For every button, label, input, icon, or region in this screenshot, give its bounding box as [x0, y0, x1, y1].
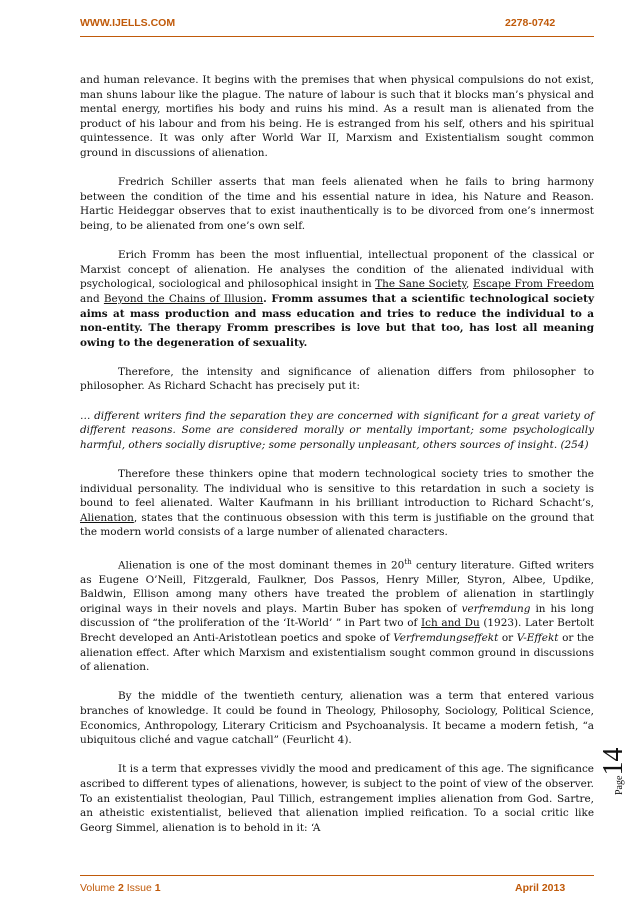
paragraph: Therefore these thinkers opine that modern technological society tries to smother the individual personality. The individual who is sensitive to this retardation in such a society is bound to feel alienated. Walter Kaufmann in his brilliant introduction to Richard Schacht’s, Alienation, states that the continuous obsession with this term is justifiable on the ground that the modern world consists of a large number of alienated characters.	[80, 468, 594, 539]
book-title: Alienation	[80, 511, 134, 524]
term: verfremdung	[461, 602, 531, 615]
issue-date: April 2013	[515, 882, 566, 894]
header-rule	[80, 36, 594, 37]
paragraph: Therefore, the intensity and significance of alienation differs from philosopher to philosopher. As Richard Schacht has precisely put it:	[80, 365, 594, 393]
term: V-Effekt	[516, 632, 559, 645]
book-title: Ich and Du	[421, 617, 480, 630]
paragraph: Alienation is one of the most dominant themes in 20th century literature. Gifted writers as Eugene O’Neill, Fitzgerald, Faulkner, Dos Passos, Henry Miller, Styron, Albee, Updike, Baldwin, Ellison among many others have treated the problem of alienation in startlingly original ways in their novels and plays. Martin Buber has spoken of verfremdung in his long discussion of “the proliferation of the ‘It-World’ ” in Part two of Ich and Du (1923). Later Bertolt Brecht developed an Anti-Aristotlean poetics and spoke of Verfremdungseffekt or V-Effekt or the alienation effect. After which Marxism and existentialism sought common ground in discussions of alienation.	[80, 557, 594, 674]
book-title: Beyond the Chains of Illusion	[103, 292, 264, 305]
paragraph: Fredrich Schiller asserts that man feels alienated when he fails to bring harmony between the condition of the time and his essential nature in idea, his Nature and Reason. Hartic Heideggar observes that to exist inauthentically is to be divorced from one’s innermost being, to be alienated from one’s own self.	[80, 176, 594, 232]
issn-number: 2278-0742	[505, 17, 556, 29]
page-number: Page14	[598, 747, 629, 795]
footer-rule	[80, 875, 594, 876]
term: Verfremdungseffekt	[393, 632, 499, 645]
article-body	[80, 73, 594, 835]
paragraph: and human relevance. It begins with the premises that when physical compulsions do not exist, man shuns labour like the plague. The nature of labour is such that it blocks man’s physical and mental energy, mortifies his body and ruins his mind. As a result man is alienated from the product of his labour and from his being. He is estranged from his self, others and his spiritual quintessence. It was only after World War II, Marxism and Existentialism sought common ground in discussions of alienation.	[80, 74, 594, 159]
journal-website: WWW.IJELLS.COM	[80, 17, 176, 29]
book-title: Escape From Freedom	[472, 278, 594, 291]
paragraph: By the middle of the twentieth century, alienation was a term that entered various branches of knowledge. It could be found in Theology, Philosophy, Sociology, Political Science, Economics, Anthropology, Literary Criticism and Psychoanalysis. It became a modern fetish, “a ubiquitous cliché and vague catchall” (Feurlicht 4).	[80, 690, 594, 747]
volume-issue: Volume 2 Issue 1	[80, 882, 161, 894]
paragraph: It is a term that expresses vividly the mood and predicament of this age. The significance ascribed to different types of alienations, however, is subject to the point of view of the observer. To an existentialist theologian, Paul Tillich, estrangement implies alienation from God. Sartre, an atheistic existentialist, believed that alienation implied reification. To a social critic like Georg Simmel, alienation is to behold in it: ‘A	[80, 763, 594, 834]
paragraph: Erich Fromm has been the most influential, intellectual proponent of the classical or Marxist concept of alienation. He analyses the condition of the alienated individual with psychological, sociological and philosophical insight in The Sane Society, Escape From Freedom and Beyond the Chains of Illusion. Fromm assumes that a scientific technological society aims at mass production and mass education and tries to reduce the individual to a non-entity. The therapy Fromm prescribes is love but that too, has lost all meaning owing to the degeneration of sexuality.	[80, 249, 595, 349]
book-title: The Sane Society	[375, 278, 467, 291]
block-quote: … different writers find the separation they are concerned with significant for a great variety of different reasons. Some are considered morally or mentally important; some psychologically harmful, others socially disruptive; some personally unpleasant, others sources of insight. (254)	[80, 409, 594, 451]
